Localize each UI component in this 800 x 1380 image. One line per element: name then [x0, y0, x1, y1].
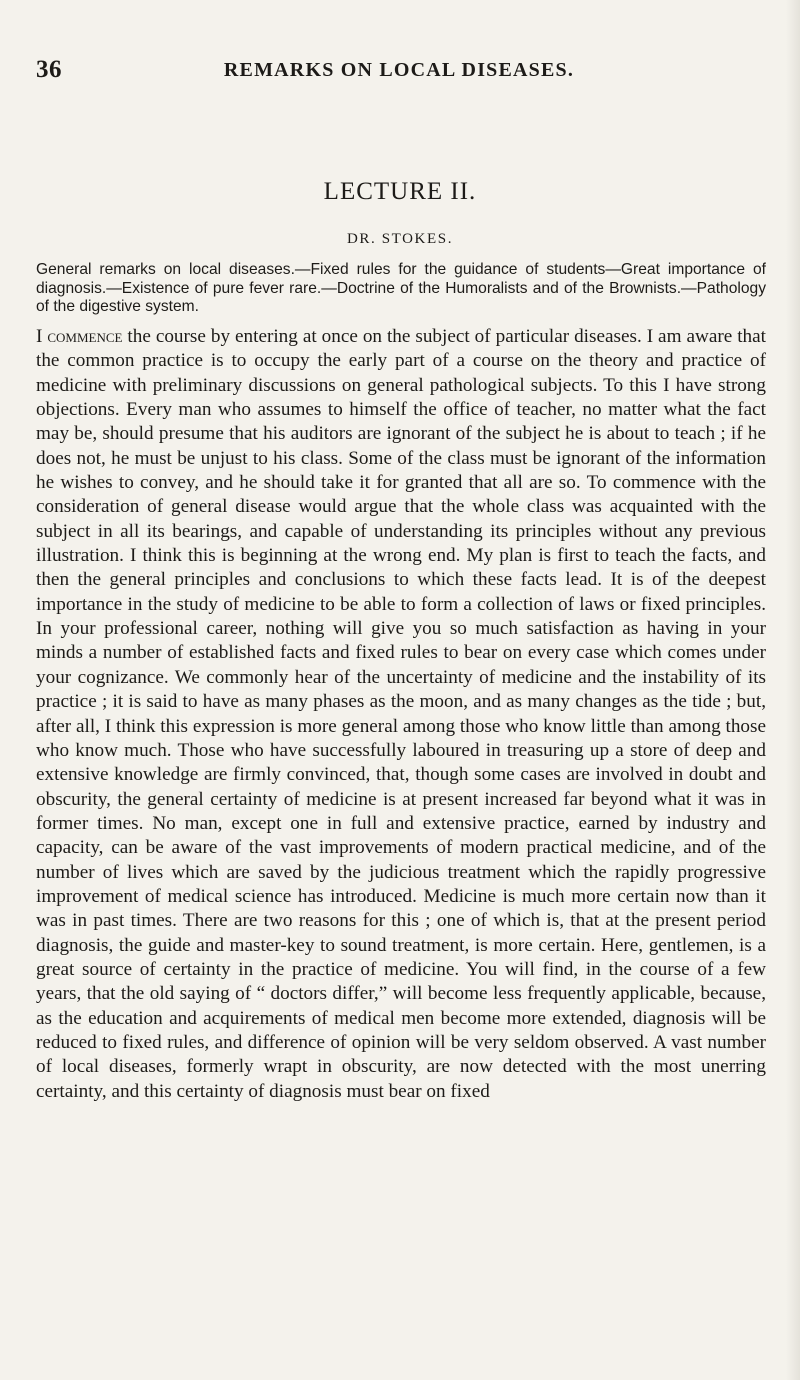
page-number: 36: [36, 56, 62, 83]
body-paragraph: [36, 325, 766, 1104]
lecture-synopsis: General remarks on local diseases.—Fixed rules for the guidance of students—Great importance of diagnosis.—Existence of pure fever rare.—Doctrine of the Humoralists and of the Brownists.—Pathology of the digestive system.: [36, 261, 766, 315]
body-text: the course by entering at once on the subject of particular diseases. I am aware that the common practice is to occupy the early part of a course on the theory and practice of medicine with preliminary discussions on general pathological subjects. To this I have strong objections. Every man who assumes to himself the office of teacher, no matter what the fact may be, should presume that his auditors are ignorant of the subject he is about to teach ; if he does not, he must be unjust to his class. Some of the class must be ignorant of the information he wishes to convey, and he should take it for granted that all are so. To commence with the consideration of general disease would argue that the whole class was acquainted with the subject in all its bearings, and capable of understanding its principles without any previous illustration. I think this is beginning at the wrong end. My plan is first to teach the facts, and then the general principles and conclusions to which these facts lead. It is of the deepest importance in the study of medicine to be able to form a collection of laws or fixed principles. In your professional career, nothing will give you so much satisfaction as having in your minds a number of established facts and fixed rules to bear on every case which comes under your cognizance. We commonly hear of the uncertainty of medicine and the instability of its practice ; it is said to have as many phases as the moon, and as many changes as the tide ; but, after all, I think this expression is more general among those who know little than among those who know much. Those who have successfully laboured in treasuring up a store of deep and extensive knowledge are firmly convinced, that, though some cases are involved in doubt and obscurity, the general certainty of medicine is at present increased far beyond what it was in former times. No man, except one in full and extensive practice, earned by industry and capacity, can be aware of the vast improvements of modern practical medicine, and of the number of lives which are saved by the judicious treatment which the rapidly progressive improvement of medical science has introduced. Medicine is much more certain now than it was in past times. There are two reasons for this ; one of which is, that at the present period diagnosis, the guide and master-key to sound treatment, is more certain. Here, gentlemen, is a great source of certainty in the practice of medicine. You will find, in the course of a few years, that the old saying of “ doctors differ,” will become less frequently applicable, because, as the education and acquirements of medical men become more extended, diagnosis will be reduced to fixed rules, and difference of opinion will be very seldom observed. A vast number of local diseases, formerly wrapt in obscurity, are now detected with the most unerring certainty, and this certainty of diagnosis must bear on fixed: [36, 326, 766, 1102]
lecturer-name: DR. STOKES.: [346, 231, 454, 247]
lecture-title: LECTURE II.: [323, 178, 477, 205]
running-head: [36, 56, 762, 86]
page-edge-shadow: [786, 0, 800, 1380]
opening-words: I commence: [36, 326, 123, 347]
running-title: REMARKS ON LOCAL DISEASES.: [223, 59, 575, 81]
